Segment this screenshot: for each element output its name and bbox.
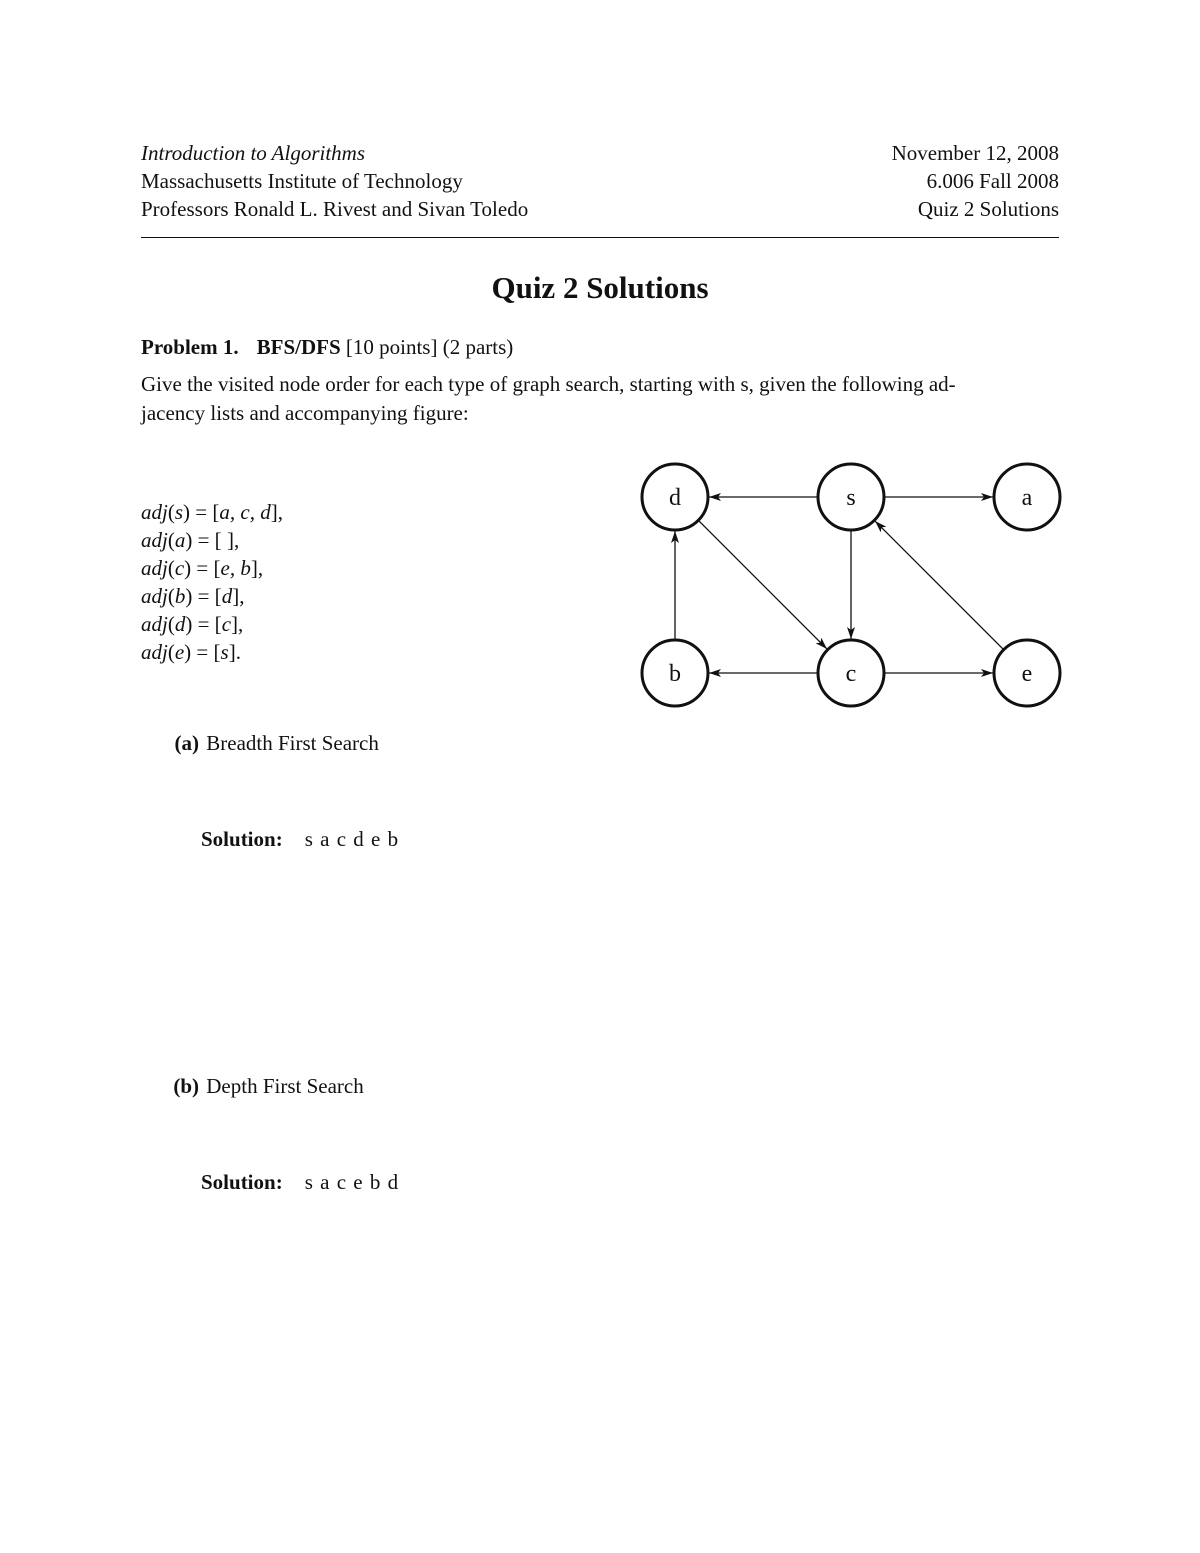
part-b-label: (b) (173, 1074, 199, 1098)
adj-function: adj (141, 500, 168, 524)
adj-node: d (174, 612, 186, 636)
part-a-label: (a) (174, 731, 199, 755)
problem-points: [10 points] (345, 335, 438, 359)
adj-node: e (174, 640, 185, 664)
adjacency-row: adj(e) = [s]. (141, 640, 241, 664)
node-b (642, 640, 708, 706)
intro-line-2: jacency lists and accompanying figure: (141, 401, 469, 425)
part-a-solution (201, 825, 399, 853)
adj-end: , (239, 584, 245, 608)
adj-function: adj (141, 640, 168, 664)
graph-figure (600, 440, 1080, 730)
part-b-name: Depth First Search (206, 1074, 364, 1098)
node-d (642, 464, 708, 530)
problem-heading (141, 333, 513, 361)
adj-list-values (222, 528, 227, 552)
institute-name: Massachusetts Institute of Technology (141, 169, 463, 193)
adj-node: s (174, 500, 184, 524)
adj-end: , (277, 500, 283, 524)
part-b-solution (201, 1168, 399, 1196)
adj-end: , (238, 612, 244, 636)
problem-parts: (2 parts) (442, 335, 514, 359)
node-label: a (1021, 485, 1033, 511)
adj-node: b (174, 584, 186, 608)
adj-end: . (235, 640, 241, 664)
page-title: Quiz 2 Solutions (491, 270, 709, 305)
quiz-date: November 12, 2008 (891, 141, 1059, 165)
node-a (994, 464, 1060, 530)
node-label: d (669, 485, 681, 511)
header-divider (141, 237, 1059, 238)
adj-function: adj (141, 612, 168, 636)
node-label: c (845, 661, 857, 687)
node-e (994, 640, 1060, 706)
adj-list-values: a, c, d (219, 500, 271, 524)
adj-node: a (174, 528, 186, 552)
adj-list-values: c (221, 612, 232, 636)
adj-function: adj (141, 528, 168, 552)
adjacency-row: adj(c) = [e, b], (141, 556, 264, 580)
adjacency-lists (141, 498, 283, 666)
part-a-name: Breadth First Search (206, 731, 379, 755)
adjacency-row: adj(s) = [a, c, d], (141, 500, 283, 524)
node-s (818, 464, 884, 530)
course-term: 6.006 Fall 2008 (926, 169, 1059, 193)
adj-end: , (233, 528, 240, 552)
node-c (818, 640, 884, 706)
adj-function: adj (141, 556, 168, 580)
problem-name: BFS/DFS (256, 335, 341, 359)
adjacency-row: adj(a) = [ ], (141, 528, 240, 552)
intro-line-1: Give the visited node order for each type of graph search, starting with s, given the following ad- (141, 372, 956, 396)
solution-label: Solution: (201, 827, 283, 851)
professors: Professors Ronald L. Rivest and Sivan Toledo (141, 197, 529, 221)
solution-value: s a c d e b (304, 827, 400, 851)
adj-function: adj (141, 584, 168, 608)
solution-value: s a c e b d (304, 1170, 400, 1194)
part-a-heading (141, 729, 379, 757)
adj-list-values: e, b (220, 556, 251, 580)
problem-intro (141, 370, 1059, 428)
node-label: e (1021, 661, 1033, 687)
solution-label: Solution: (201, 1170, 283, 1194)
adj-list-values: d (221, 584, 233, 608)
edge-e-s (875, 521, 1004, 650)
adjacency-row: adj(b) = [d], (141, 584, 245, 608)
adj-end: , (257, 556, 264, 580)
node-label: s (846, 485, 856, 511)
problem-number: Problem 1. (141, 335, 239, 359)
part-b-heading (141, 1072, 364, 1100)
adj-list-values: s (220, 640, 229, 664)
adj-node: c (174, 556, 185, 580)
course-title: Introduction to Algorithms (141, 141, 366, 165)
adjacency-row: adj(d) = [c], (141, 612, 244, 636)
node-label: b (669, 661, 681, 687)
edge-d-c (698, 520, 827, 649)
doc-label: Quiz 2 Solutions (917, 197, 1059, 221)
